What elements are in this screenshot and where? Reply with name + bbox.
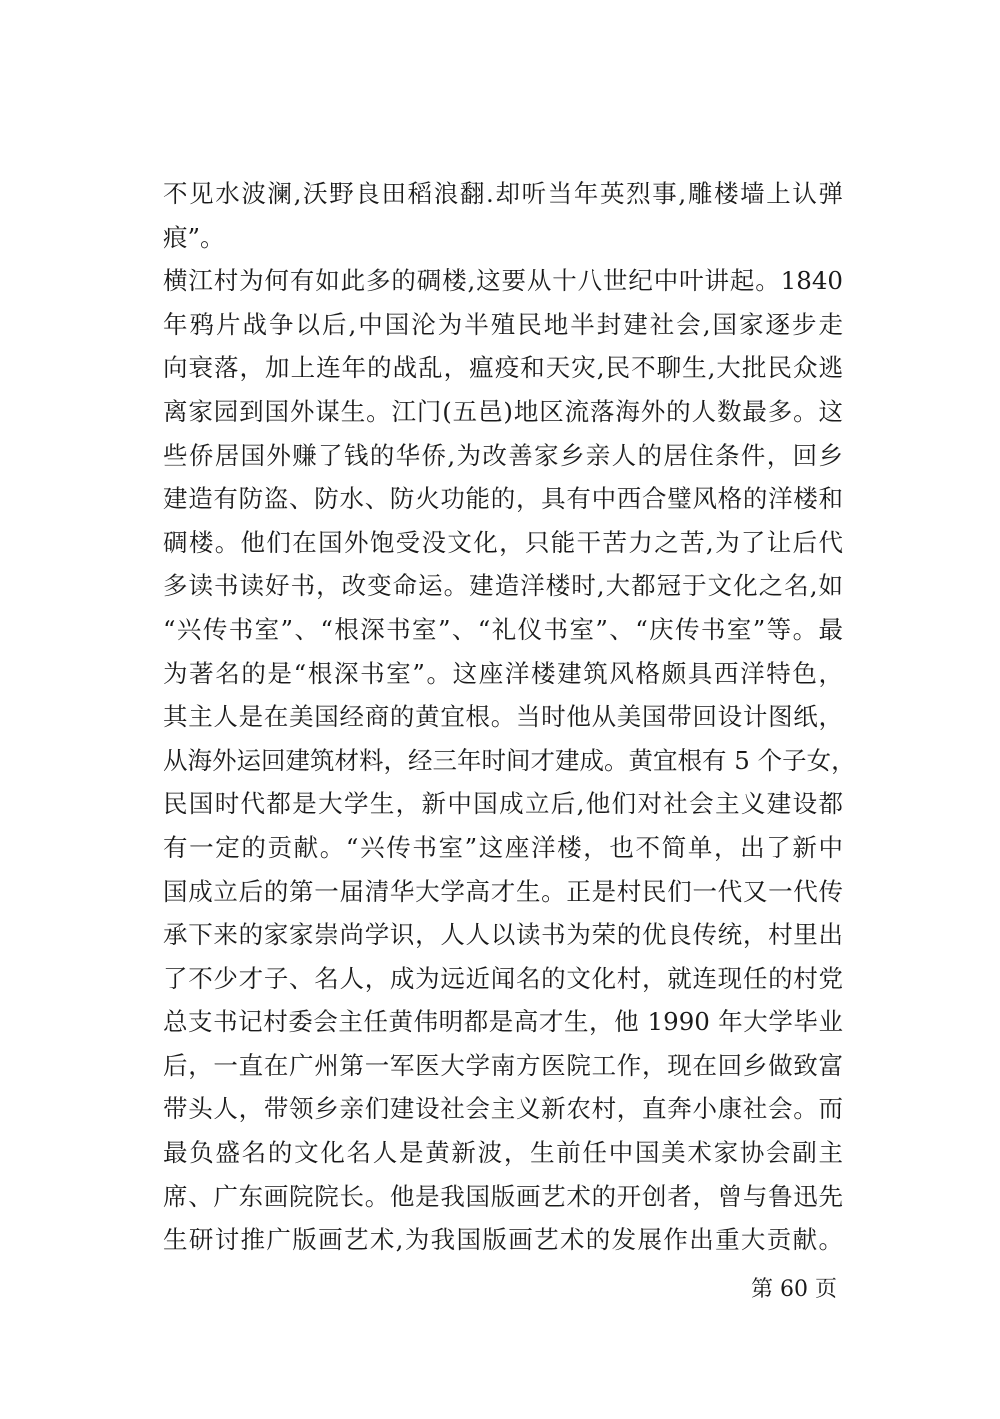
text-line: 席、广东画院院长。他是我国版画艺术的开创者，曾与鲁迅先: [163, 1181, 843, 1211]
text-line: 后，一直在广州第一军医大学南方医院工作，现在回乡做致富: [163, 1050, 843, 1080]
text-line: 带头人，带领乡亲们建设社会主义新农村，直奔小康社会。而: [163, 1094, 843, 1124]
text-line: 生研讨推广版画艺术,为我国版画艺术的发展作出重大贡献。: [163, 1225, 843, 1255]
text-line: 横江村为何有如此多的碉楼,这要从十八世纪中叶讲起。1840: [163, 266, 843, 296]
text-line: 不见水波澜,沃野良田稻浪翻.却听当年英烈事,雕楼墙上认弹: [163, 179, 843, 208]
page-number: 第 60 页: [751, 1277, 837, 1302]
document-body: [163, 172, 856, 1262]
text-line: 些侨居国外赚了钱的华侨,为改善家乡亲人的居住条件，回乡: [163, 440, 843, 470]
text-line: 了不少才子、名人，成为远近闻名的文化村，就连现任的村党: [163, 963, 843, 993]
text-line: 承下来的家家崇尚学识，人人以读书为荣的优良传统，村里出: [163, 920, 843, 950]
text-line: 年鸦片战争以后,中国沦为半殖民地半封建社会,国家逐步走: [163, 309, 843, 339]
text-line: 建造有防盗、防水、防火功能的，具有中西合璧风格的洋楼和: [163, 484, 843, 514]
text-line: 为著名的是“根深书室”。这座洋楼建筑风格颇具西洋特色，: [163, 658, 843, 688]
text-line: 多读书读好书，改变命运。建造洋楼时,大都冠于文化之名,如: [163, 571, 843, 601]
text-line: 民国时代都是大学生，新中国成立后,他们对社会主义建设都: [163, 789, 843, 819]
text-line: “兴传书室”、“根深书室”、“礼仪书室”、“庆传书室”等。最: [163, 614, 843, 644]
text-line: 从海外运回建筑材料，经三年时间才建成。黄宜根有 5 个子女，: [163, 745, 856, 775]
text-line: 离家园到国外谋生。江门(五邑)地区流落海外的人数最多。这: [163, 396, 843, 426]
text-line: 向衰落，加上连年的战乱，瘟疫和天灾,民不聊生,大批民众逃: [163, 353, 843, 383]
text-line: 碉楼。他们在国外饱受没文化，只能干苦力之苦,为了让后代: [163, 527, 843, 557]
text-line: 总支书记村委会主任黄伟明都是高才生，他 1990 年大学毕业: [163, 1007, 843, 1037]
text-line: 最负盛名的文化名人是黄新波，生前任中国美术家协会副主: [163, 1138, 843, 1168]
text-line: 有一定的贡献。“兴传书室”这座洋楼，也不简单，出了新中: [163, 832, 843, 862]
text-line: 其主人是在美国经商的黄宜根。当时他从美国带回设计图纸，: [163, 702, 843, 732]
text-line: 痕”。: [163, 222, 225, 252]
text-line: 国成立后的第一届清华大学高才生。正是村民们一代又一代传: [163, 876, 843, 906]
